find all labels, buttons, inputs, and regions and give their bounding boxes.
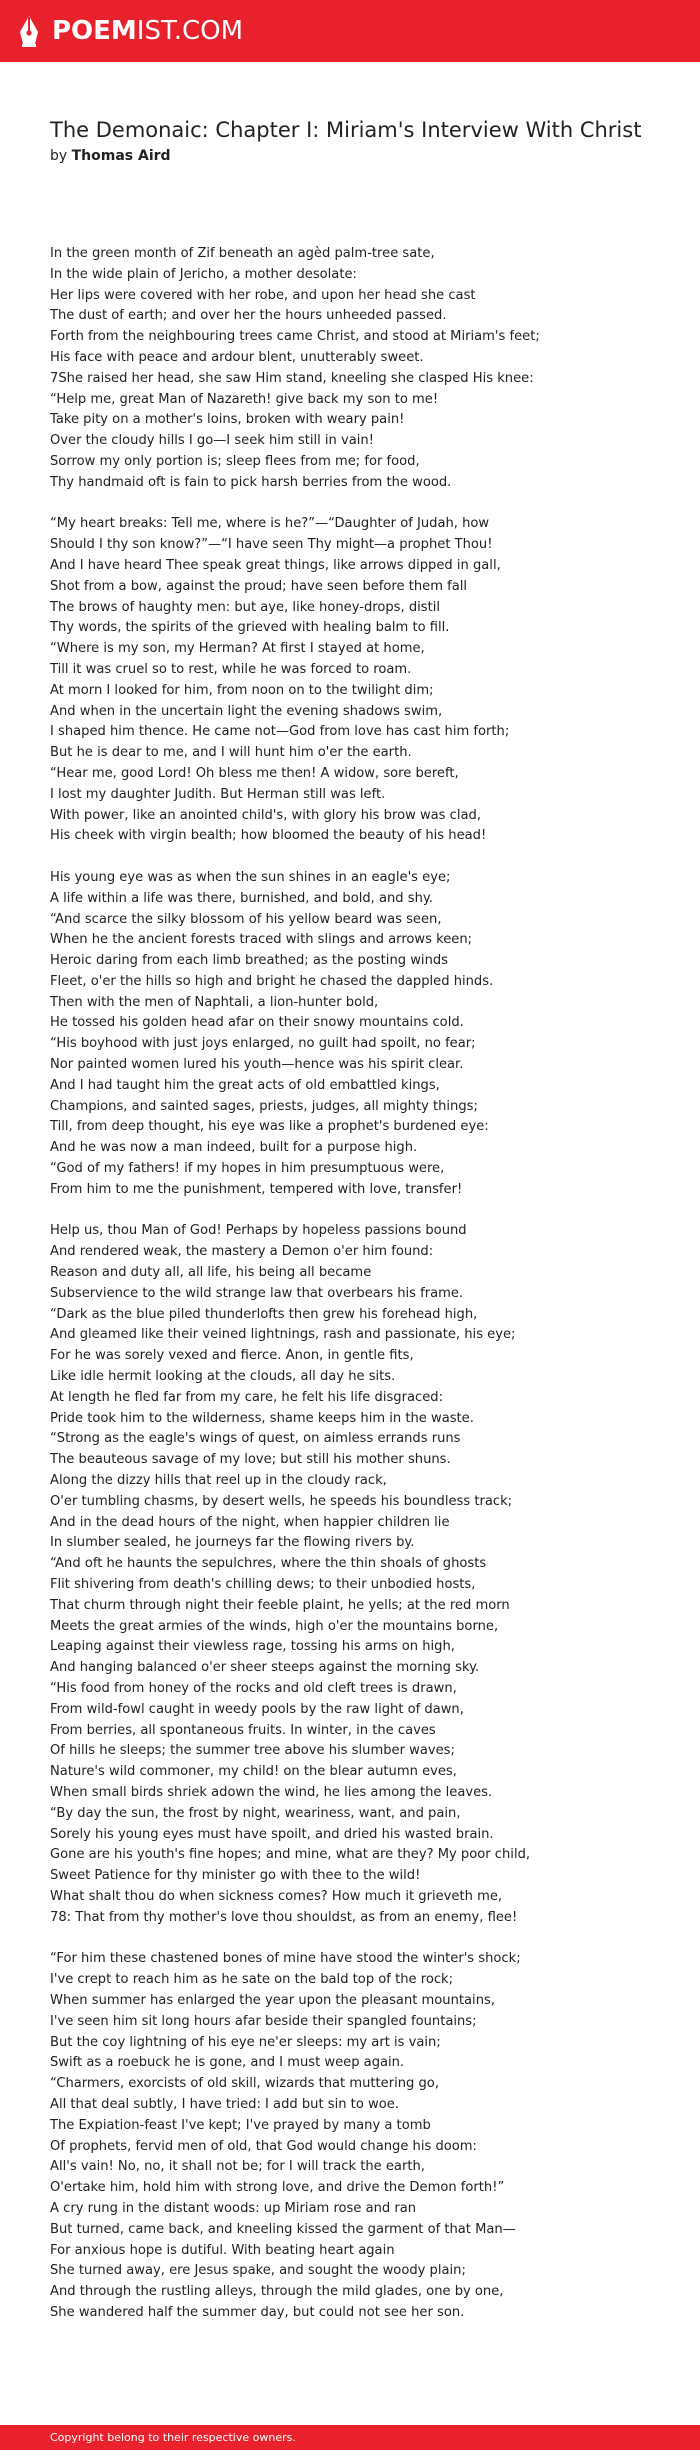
poem-line: From wild-fowl caught in weedy pools by the raw light of dawn, [50,1701,464,1717]
poem-line: In the green month of Zif beneath an agèd palm-tree sate, [50,246,435,261]
poem-line: And I had taught him the great acts of old embattled kings, [50,1077,440,1093]
poem-line: For he was sorely vexed and fierce. Anon, in gentle fits, [50,1348,414,1364]
poem-line: For anxious hope is dutiful. With beating heart again [50,2242,395,2258]
poem-line: Subservience to the wild strange law that overbears his frame. [50,1285,464,1301]
poem-line: Forth from the neighbouring trees came Christ, and stood at Miriam's feet; [50,329,540,345]
poem-line: But the coy lightning of his eye ne'er sleeps: my art is vain; [50,2034,441,2050]
poem-line: Thy handmaid oft is fain to pick harsh berries from the wood. [50,474,452,490]
stanza [50,868,670,1201]
poem-line: In slumber sealed, he journeys far the flowing rivers by. [50,1535,415,1551]
poem-line: Then with the men of Naphtali, a lion-hunter bold, [50,994,379,1010]
poem-line: A life within a life was there, burnished, and bold, and shy. [50,890,433,906]
poem-line: Nature's wild commoner, my child! on the blear autumn eves, [50,1764,457,1780]
poem-line: Heroic daring from each limb breathed; as the posting winds [50,953,448,969]
poem-line: And gleamed like their veined lightnings, rash and passionate, his eye; [50,1327,516,1343]
poem-line: A cry rung in the distant woods: up Miriam rose and ran [50,2200,417,2216]
poem-line: The dust of earth; and over her the hours unheeded passed. [50,308,447,324]
poem-line: But turned, came back, and kneeling kissed the garment of that Man— [50,2221,516,2237]
poem-line: “Hear me, good Lord! Oh bless me then! A widow, sore bereft, [50,765,459,781]
poem-line: Of hills he sleeps; the summer tree above his slumber waves; [50,1743,455,1759]
poem-line: I shaped him thence. He came not—God from love has cast him forth; [50,724,510,740]
poem-line: Like idle hermit looking at the clouds, all day he sits. [50,1369,396,1385]
poem-line: “My heart breaks: Tell me, where is he?”—“Daughter of Judah, how [50,516,490,532]
poem-line: Sweet Patience for thy minister go with thee to the wild! [50,1868,421,1884]
poem-line: “Charmers, exorcists of old skill, wizards that muttering go, [50,2076,439,2092]
poem-line: When small birds shriek adown the wind, he lies among the leaves. [50,1784,493,1800]
stanza [50,514,670,847]
poem-header [50,118,650,165]
poem-line: And rendered weak, the mastery a Demon o'er him found: [50,1244,434,1260]
poem-line: From him to me the punishment, tempered with love, transfer! [50,1181,463,1197]
poem-body [50,244,670,2344]
poem-line: He tossed his golden head afar on their snowy mountains cold. [50,1015,464,1031]
poem-line: And I have heard Thee speak great things, like arrows dipped in gall, [50,557,501,573]
poem-line: His young eye was as when the sun shines in an eagle's eye; [50,869,451,885]
poem-line: And when in the uncertain light the evening shadows swim, [50,703,443,719]
poem-line: At length he fled far from my care, he felt his life disgraced: [50,1389,443,1405]
pen-nib-icon [18,14,40,48]
poem-line: Nor painted women lured his youth—hence was his spirit clear. [50,1057,464,1073]
stanza [50,1949,670,2323]
logo-wordmark [52,14,243,48]
poem-line: Swift as a roebuck he is gone, and I must weep again. [50,2055,405,2071]
logo-text-bold: POEM [52,16,137,46]
poem-line: O'er tumbling chasms, by desert wells, he speeds his boundless track; [50,1493,513,1509]
poem-line: Thy words, the spirits of the grieved with healing balm to fill. [50,620,450,636]
poem-line: But he is dear to me, and I will hunt him o'er the earth. [50,745,412,761]
poem-line: That churm through night their feeble plaint, he yells; at the red morn [50,1597,510,1613]
poem-line: From berries, all spontaneous fruits. In winter, in the caves [50,1722,436,1738]
footer [0,2425,700,2450]
poem-line: Shot from a bow, against the proud; have seen before them fall [50,578,468,594]
poem-line: “His food from honey of the rocks and old cleft trees is drawn, [50,1680,457,1696]
poem-line: Along the dizzy hills that reel up in the cloudy rack, [50,1473,387,1489]
poem-line: Fleet, o'er the hills so high and bright he chased the dappled hinds. [50,973,494,989]
poem-line: In the wide plain of Jericho, a mother desolate: [50,266,357,282]
poem-line: At morn I looked for him, from noon on to the twilight dim; [50,682,434,698]
poem-line: All that deal subtly, I have tried: I add but sin to woe. [50,2096,399,2112]
poem-line: Sorely his young eyes must have spoilt, and dried his wasted brain. [50,1826,494,1842]
poem-line: And he was now a man indeed, built for a purpose high. [50,1140,418,1156]
poem-line: I've seen him sit long hours afar beside their spangled fountains; [50,2013,477,2029]
poem-line: The Expiation-feast I've kept; I've prayed by many a tomb [50,2117,431,2133]
poem-line: “For him these chastened bones of mine have stood the winter's shock; [50,1951,521,1967]
poem-line: Flit shivering from death's chilling dews; to their unbodied hosts, [50,1577,476,1592]
poem-title: The Demonaic: Chapter I: Miriam's Interview With Christ [50,118,642,142]
poem-line: Till it was cruel so to rest, while he was forced to roam. [50,661,412,677]
poem-line: When he the ancient forests traced with slings and arrows keen; [50,932,473,948]
logo-text-light: IST.COM [136,16,244,46]
poem-line: His cheek with virgin bealth; how bloomed the beauty of his head! [50,828,487,844]
poem-line: Reason and duty all, all life, his being all became [50,1265,372,1281]
poem-line: She turned away, ere Jesus spake, and sought the woody plain; [50,2263,466,2279]
byline-label: by [50,148,68,164]
poem-line: “Strong as the eagle's wings of quest, on aimless errands runs [50,1431,461,1447]
poem-line: With power, like an anointed child's, with glory his brow was clad, [50,807,481,823]
top-bar [0,0,700,62]
author-name[interactable]: Thomas Aird [71,148,171,164]
poem-line: Her lips were covered with her robe, and upon her head she cast [50,287,476,303]
poem-line: I've crept to reach him as he sate on the bald top of the rock; [50,1972,454,1988]
poem-line: “By day the sun, the frost by night, weariness, want, and pain, [50,1805,461,1821]
poem-line: Of prophets, fervid men of old, that God would change his doom: [50,2138,477,2154]
poem-line: Champions, and sainted sages, priests, judges, all mighty things; [50,1098,478,1114]
poem-line: And through the rustling alleys, through the mild glades, one by one, [50,2284,504,2300]
copyright-text: Copyright belong to their respective owners. [50,2431,296,2444]
poem-line: Take pity on a mother's loins, broken with weary pain! [50,412,405,428]
poem-line: Meets the great armies of the winds, high o'er the mountains borne, [50,1618,499,1634]
poem-line: 78: That from thy mother's love thou shouldst, as from an enemy, flee! [50,1909,518,1925]
poem-line: Sorrow my only portion is; sleep flees from me; for food, [50,453,420,469]
poem-line: “God of my fathers! if my hopes in him presumptuous were, [50,1161,445,1177]
poem-line: Pride took him to the wilderness, shame keeps him in the waste. [50,1410,474,1426]
poem-line: 7She raised her head, she saw Him stand, kneeling she clasped His knee: [50,370,534,386]
stanza [50,244,670,494]
poem-line: O'ertake him, hold him with strong love, and drive the Demon forth!” [50,2180,505,2196]
poem-line: Should I thy son know?”—“I have seen Thy might—a prophet Thou! [50,537,493,553]
poem-line: “Dark as the blue piled thunderlofts then grew his forehead high, [50,1306,478,1322]
poem-line: I lost my daughter Judith. But Herman still was left. [50,786,386,802]
site-logo[interactable] [18,14,243,48]
poem-line: “And scarce the silky blossom of his yellow beard was seen, [50,911,442,927]
poem-line: Help us, thou Man of God! Perhaps by hopeless passions bound [50,1223,467,1239]
stanza [50,1221,670,1928]
poem-line: And hanging balanced o'er sheer steeps against the morning sky. [50,1660,480,1676]
poem-line: And in the dead hours of the night, when happier children lie [50,1514,450,1530]
poem-line: “And oft he haunts the sepulchres, where the thin shoals of ghosts [50,1556,487,1572]
poem-line: The brows of haughty men: but aye, like honey-drops, distil [50,599,440,615]
poem-line: Leaping against their viewless rage, tossing his arms on high, [50,1639,455,1655]
poem-line: “Where is my son, my Herman? At first I stayed at home, [50,641,425,657]
poem-line: His face with peace and ardour blent, unutterably sweet. [50,349,424,365]
poem-line: Over the cloudy hills I go—I seek him still in vain! [50,433,374,449]
poem-line: She wandered half the summer day, but could not see her son. [50,2304,465,2320]
poem-line: “His boyhood with just joys enlarged, no guilt had spoilt, no fear; [50,1036,476,1052]
byline [50,147,650,165]
poem-line: All's vain! No, no, it shall not be; for I will track the earth, [50,2159,425,2175]
poem-line: Gone are his youth's fine hopes; and mine, what are they? My poor child, [50,1847,531,1863]
poem-line: The beauteous savage of my love; but still his mother shuns. [50,1452,451,1468]
poem-line: “Help me, great Man of Nazareth! give back my son to me! [50,391,439,407]
poem-line: What shalt thou do when sickness comes? How much it grieveth me, [50,1888,503,1904]
poem-line: When summer has enlarged the year upon the pleasant mountains, [50,1992,495,2008]
poem-line: Till, from deep thought, his eye was like a prophet's burdened eye: [50,1119,489,1135]
